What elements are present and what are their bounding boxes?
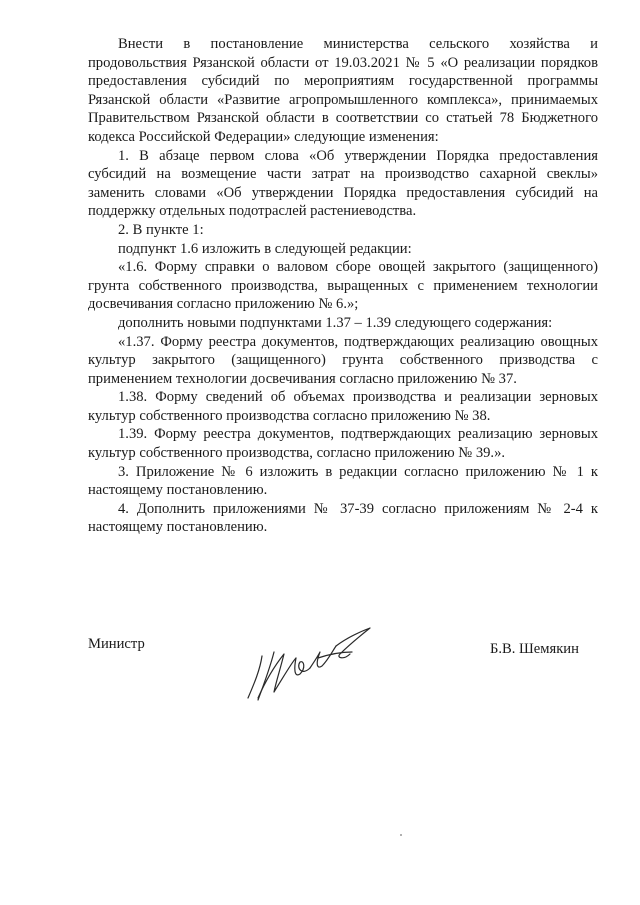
item-1-paragraph: 1. В абзаце первом слова «Об утверждении Порядка предоставления субсидий на возмещение части затрат на производство сахарной свеклы» заменить словами «Об утверждении Порядка предоставления субсидий на поддержку отдельных подотраслей растениеводства. [88, 147, 598, 220]
item-3-paragraph: 3. Приложение № 6 изложить в редакции согласно приложению № 1 к настоящему постановлению. [88, 463, 598, 499]
subitem-1-37-text: «1.37. Форму реестра документов, подтверждающих реализацию овощных культур закрытого (защищенного) грунта собственного призводства с применением технологии досвечивания согласно приложению № 37. [88, 333, 598, 387]
scan-speck [400, 834, 402, 836]
handwritten-signature [240, 618, 390, 708]
intro-paragraph: Внести в постановление министерства сельского хозяйства и продовольствия Рязанской области от 19.03.2021 № 5 «О реализации порядков предоставления субсидий по мероприятиям государственной программы Рязанской области «Развитие агропромышленного комплекса», принимаемых Правительством Рязанской области в соответствии со статьей 78 Бюджетного кодекса Российской Федерации» следующие изменения: [88, 36, 598, 145]
signer-name: Б.В. Шемякин [490, 641, 579, 657]
subitem-1-6-text: «1.6. Форму справки о валовом сборе овощей закрытого (защищенного) грунта собственного производства, выращенных с применением технологии досвечивания согласно приложению № 6.»; [88, 259, 598, 313]
signer-title: Министр [88, 636, 145, 652]
item-2-heading: 2. В пункте 1: [118, 221, 204, 238]
subitem-1-38-text: 1.38. Форму сведений об объемах производства и реализации зерновых культур собственного производства согласно приложению № 38. [88, 389, 598, 424]
document-body [88, 35, 598, 537]
item-4-paragraph: 4. Дополнить приложениями № 37-39 согласно приложениям № 2-4 к настоящему постановлению. [88, 500, 598, 536]
new-subitems-intro: дополнить новыми подпунктами 1.37 – 1.39 следующего содержания: [118, 314, 553, 331]
subitem-1-39-text: 1.39. Форму реестра документов, подтверждающих реализацию зерновых культур собственного производства, согласно приложению № 39.». [88, 426, 598, 462]
subitem-1-6-intro: подпункт 1.6 изложить в следующей редакции: [118, 240, 412, 257]
